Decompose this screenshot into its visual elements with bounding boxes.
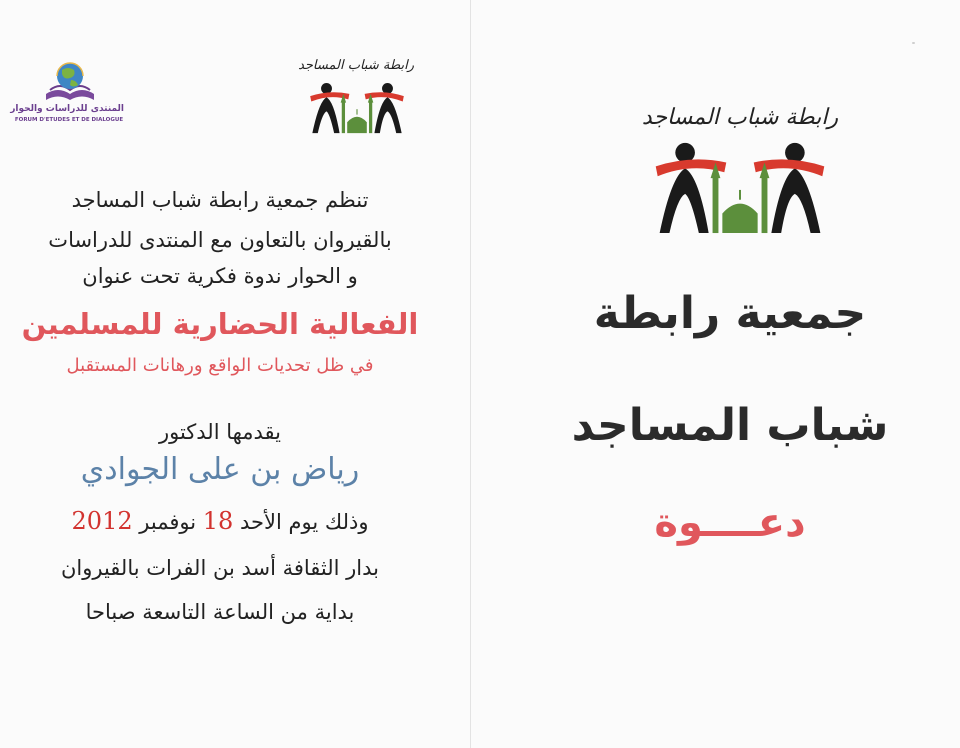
intro-line-2: بالقيروان بالتعاون مع المنتدى للدراسات bbox=[48, 228, 392, 252]
venue-line: بدار الثقافة أسد بن الفرات بالقيروان bbox=[60, 556, 380, 580]
league-logo-large bbox=[640, 105, 840, 235]
date-day: 18 bbox=[202, 507, 234, 535]
league-logo-caption-large: رابطة شباب المساجد bbox=[641, 105, 839, 130]
league-logo-caption: رابطة شباب المساجد bbox=[298, 58, 414, 73]
scan-speck bbox=[912, 42, 915, 44]
invitation-title: دعــــوة bbox=[654, 500, 806, 546]
date-month: نوفمبر bbox=[139, 510, 197, 534]
forum-name-arabic: المنتدى للدراسات والحوار bbox=[10, 104, 124, 114]
date-line bbox=[20, 507, 420, 535]
presented-by: يقدمها الدكتور bbox=[158, 420, 282, 444]
topic-title: الفعالية الحضارية للمسلمين bbox=[21, 307, 419, 341]
forum-name-french: FORUM D'ETUDES ET DE DIALOGUE bbox=[14, 117, 124, 123]
date-prefix: وذلك يوم الأحد bbox=[240, 510, 369, 534]
association-name-line-1: جمعية رابطة bbox=[593, 288, 867, 339]
topic-subtitle: في ظل تحديات الواقع ورهانات المستقبل bbox=[66, 355, 374, 376]
league-logo-small bbox=[300, 58, 414, 138]
globe-book-icon bbox=[40, 60, 100, 104]
association-name-line-2: شباب المساجد bbox=[571, 400, 889, 451]
mosque-youth-icon bbox=[308, 76, 406, 138]
intro-line-1: تنظم جمعية رابطة شباب المساجد bbox=[71, 188, 369, 212]
speaker-name: رياض بن على الجوادي bbox=[80, 452, 360, 487]
page-fold-line bbox=[470, 0, 471, 748]
time-line: بداية من الساعة التاسعة صباحا bbox=[85, 600, 355, 624]
date-year: 2012 bbox=[71, 507, 133, 535]
mosque-youth-icon-large bbox=[650, 137, 830, 235]
intro-line-3: و الحوار ندوة فكرية تحت عنوان bbox=[82, 264, 358, 288]
forum-logo bbox=[10, 60, 124, 130]
